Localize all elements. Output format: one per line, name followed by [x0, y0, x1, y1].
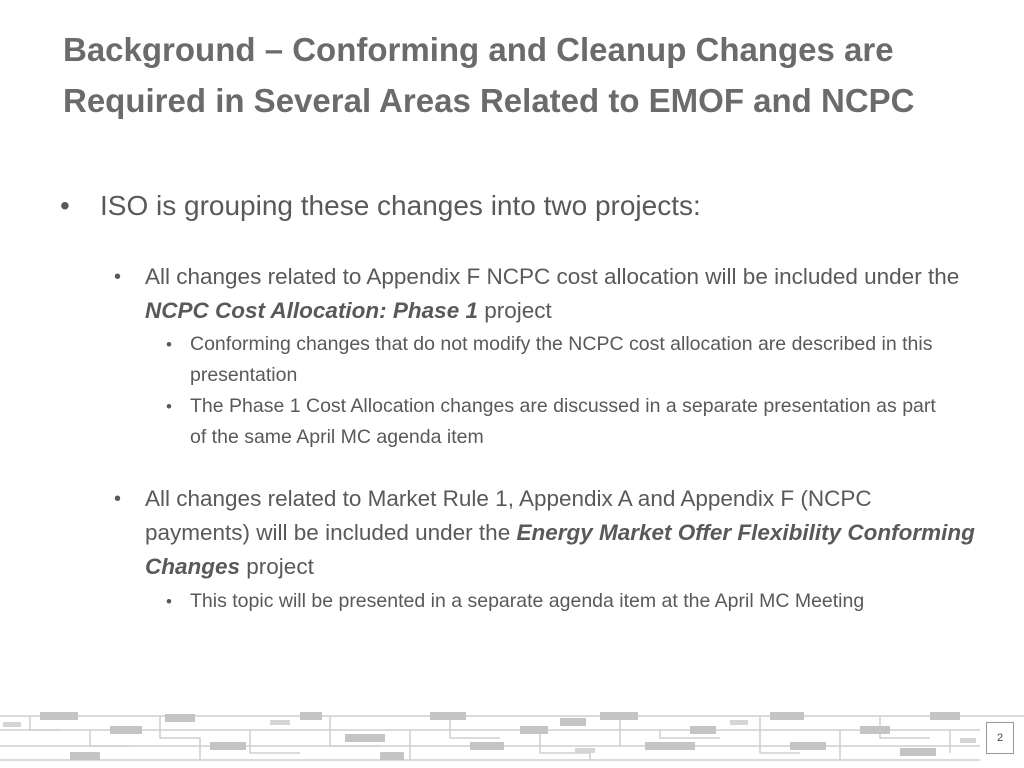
bullet-dot: • [114, 488, 122, 510]
group2-project-name: Energy Market Offer Flexibility Conforming Changes [145, 520, 975, 579]
group2-sub-bullet-1 [166, 586, 950, 617]
circuit-footer-decoration [0, 708, 1024, 768]
bullet-dot: • [166, 335, 172, 354]
bullet-level1-text: ISO is grouping these changes into two projects: [100, 190, 701, 221]
slide-title: Background – Conforming and Cleanup Changes are Required in Several Areas Related to EMOF and NCPC [63, 31, 915, 119]
group2-text-before: All changes related to Market Rule 1, Appendix A and Appendix F (NCPC payments) will be included under the [145, 486, 872, 545]
group1-sub-text-1: Conforming changes that do not modify the NCPC cost allocation are described in this presentation [190, 333, 933, 386]
group1-sub-bullet-1 [166, 329, 950, 391]
page-number: 2 [986, 722, 1014, 754]
group1-project-name: NCPC Cost Allocation: Phase 1 [145, 298, 478, 323]
group2-text-after: project [240, 554, 314, 579]
bullet-level1 [60, 188, 980, 224]
group1-text-after: project [477, 298, 552, 323]
bullet-dot: • [166, 592, 172, 611]
group2-sub-text-1: This topic will be presented in a separate agenda item at the April MC Meeting [190, 590, 865, 612]
group1-text-before: All changes related to Appendix F NCPC cost allocation will be included under the [145, 264, 960, 289]
group1-sub-text-2: The Phase 1 Cost Allocation changes are discussed in a separate presentation as part of the same April MC agenda item [190, 395, 936, 448]
bullet-dot: • [60, 190, 70, 221]
group1-sub-bullet-2 [166, 391, 950, 453]
bullet-dot: • [166, 397, 172, 416]
bullet-group-2 [114, 482, 975, 584]
bullet-dot: • [114, 266, 122, 288]
bullet-group-1 [114, 260, 975, 328]
